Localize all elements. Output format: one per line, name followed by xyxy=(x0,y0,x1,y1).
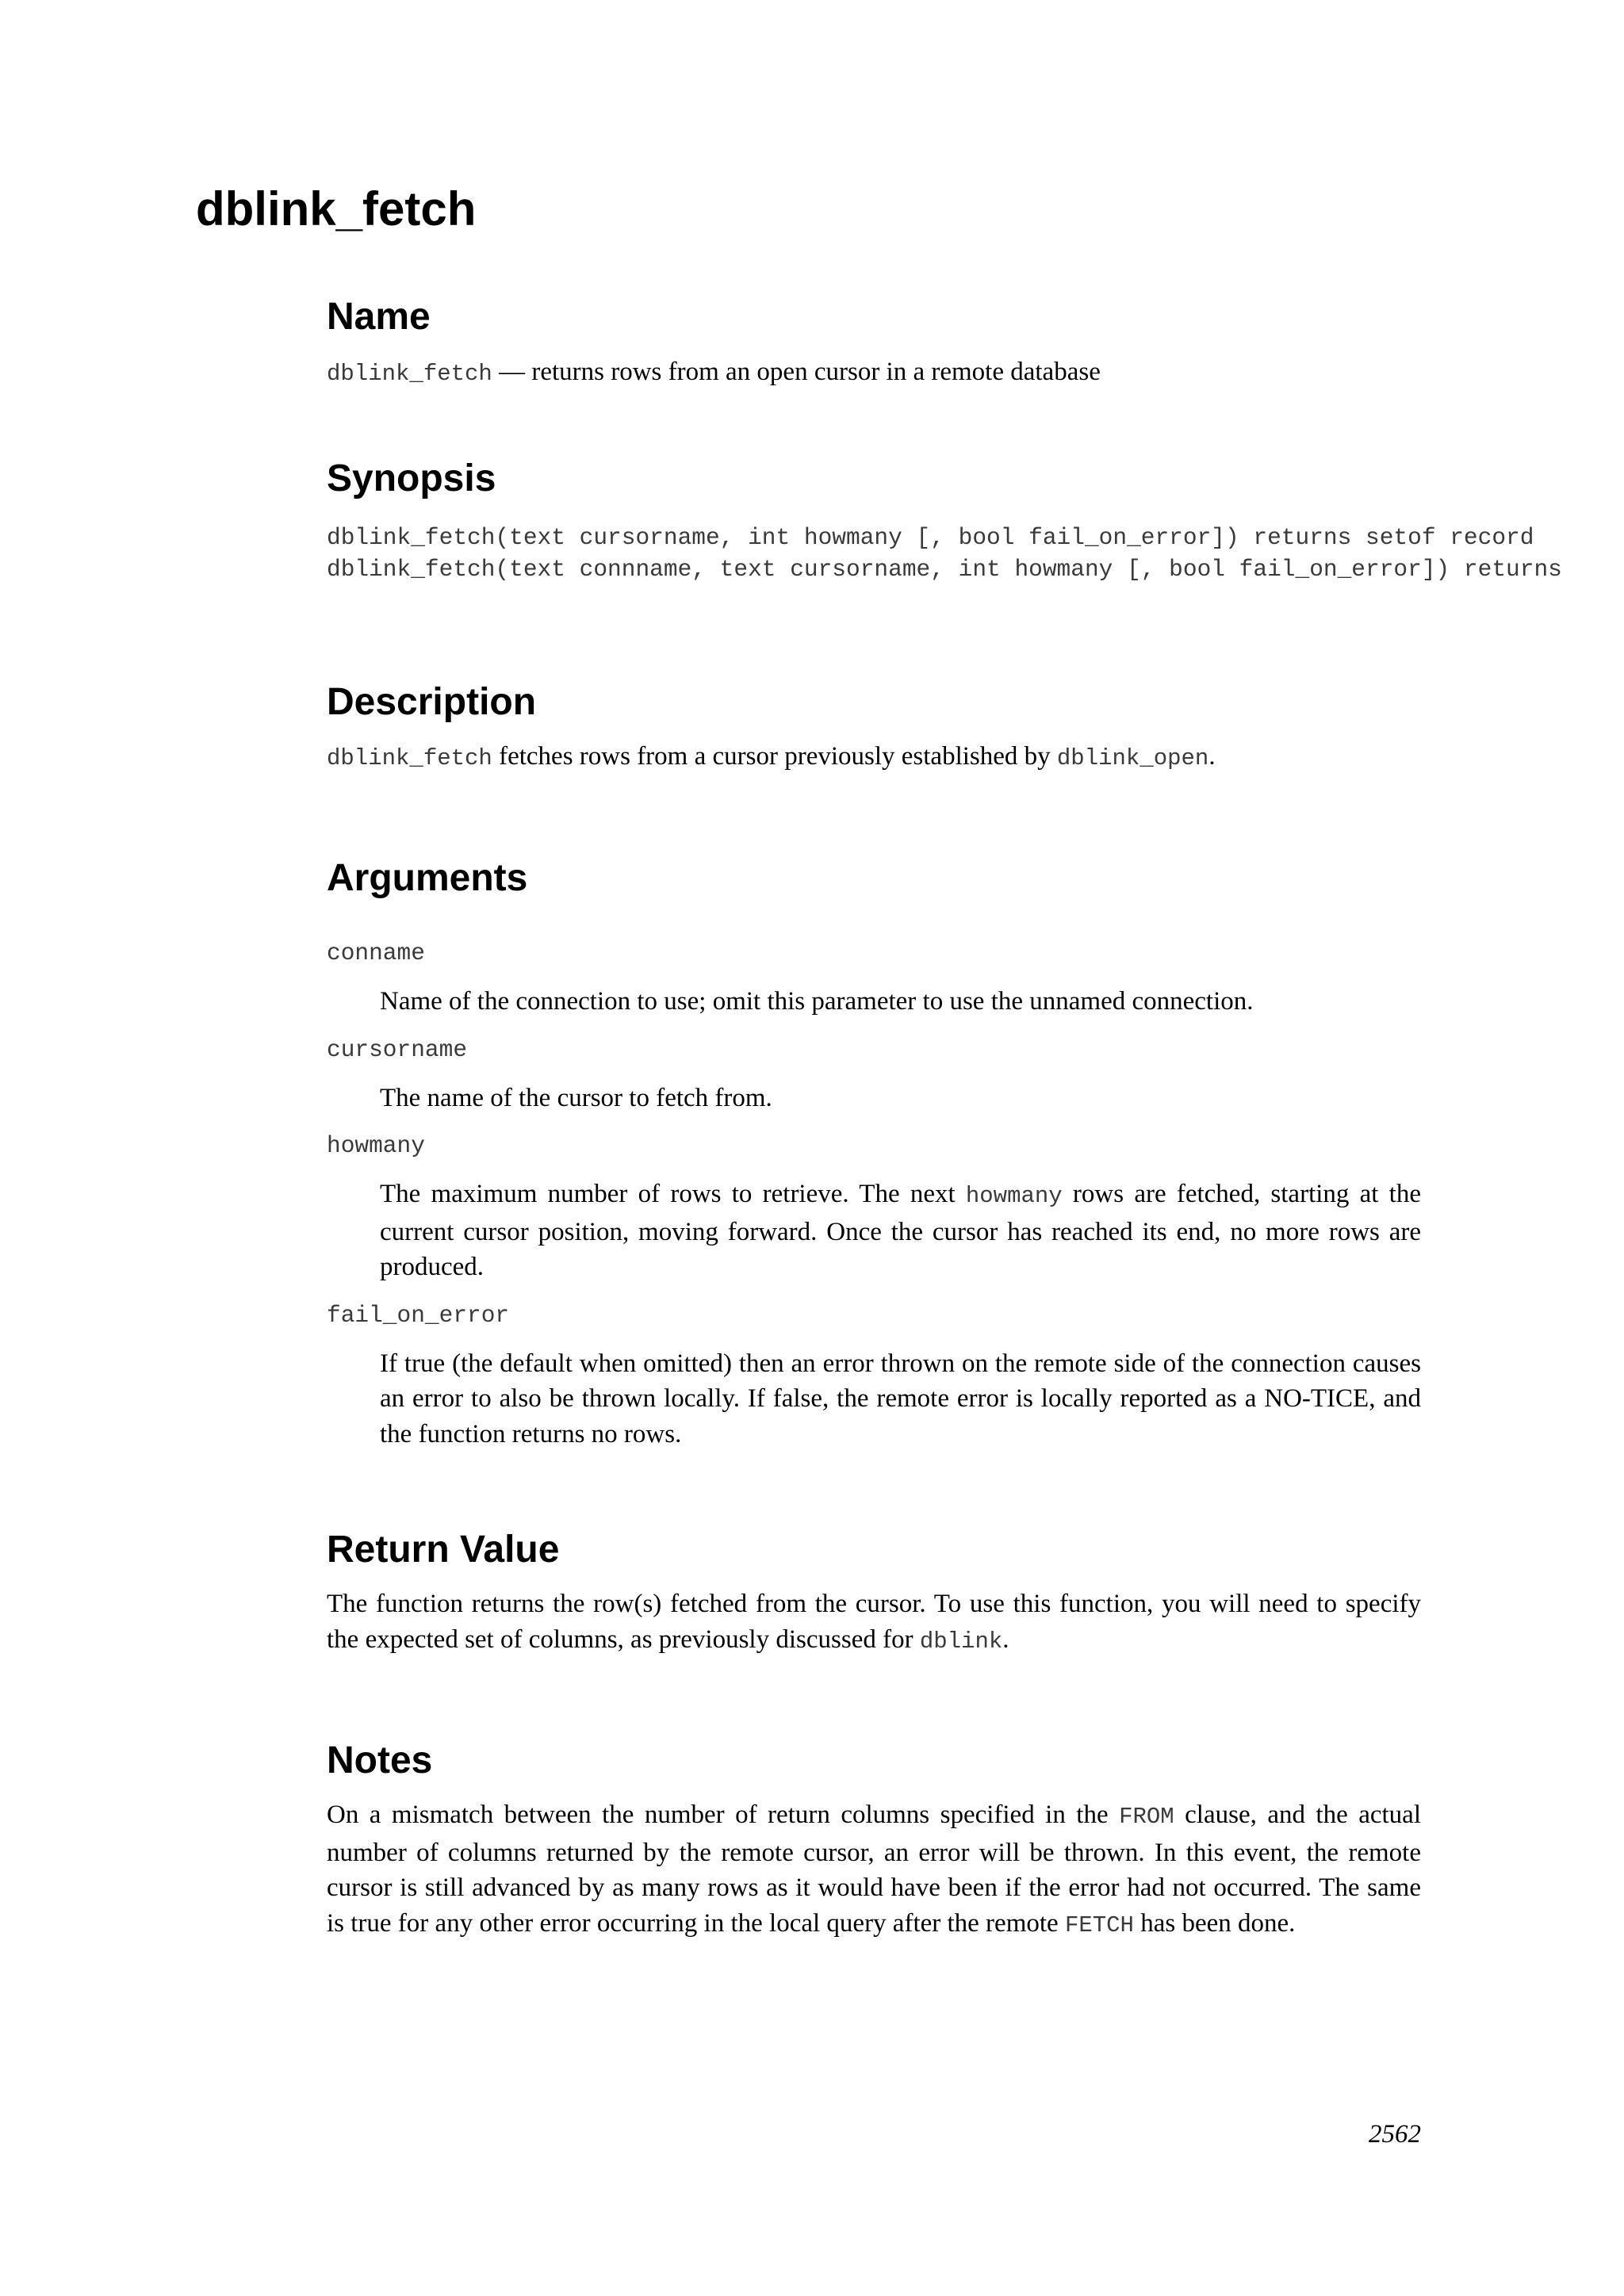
argument-item xyxy=(327,1299,1421,1452)
argument-definition: If true (the default when omitted) then an error thrown on the remote side of the connection causes an error to also be thrown locally. If false, the remote error is locally reported as a NO-TICE, and the function returns no rows. xyxy=(380,1349,1421,1448)
return-value-heading: Return Value xyxy=(327,1529,560,1571)
argument-code-howmany: howmany xyxy=(965,1183,1063,1209)
notes-paragraph xyxy=(327,1797,1421,1943)
synopsis-line: dblink_fetch(text cursorname, int howmany [, bool fail_on_error]) returns setof record xyxy=(327,524,1534,551)
argument-definition: The name of the cursor to fetch from. xyxy=(380,1083,772,1112)
arguments-section xyxy=(327,855,1421,1452)
synopsis-line: dblink_fetch(text connname, text cursorname, int howmany [, bool fail_on_error]) returns xyxy=(327,556,1562,583)
page-title: dblink_fetch xyxy=(196,182,477,235)
notes-section xyxy=(327,1737,1421,1943)
return-value-section xyxy=(327,1526,1421,1659)
description-code-function: dblink_fetch xyxy=(327,745,492,771)
synopsis-section xyxy=(327,455,1624,585)
synopsis-heading: Synopsis xyxy=(327,457,496,499)
argument-definition-text: rows are fetched, starting at the current cursor position, moving forward. Once the cursor has reached its end, no more rows are produced. xyxy=(380,1180,1422,1281)
description-paragraph xyxy=(327,739,1421,777)
argument-term: cursorname xyxy=(327,1035,468,1063)
name-paragraph xyxy=(327,354,1421,392)
description-text: fetches rows from a cursor previously established by xyxy=(492,742,1057,771)
argument-definition: Name of the connection to use; omit this parameter to use the unnamed connection. xyxy=(380,987,1254,1016)
argument-term: fail_on_error xyxy=(327,1301,510,1329)
notes-code-from: FROM xyxy=(1119,1804,1174,1830)
argument-item xyxy=(327,1034,1421,1116)
return-value-text: The function returns the row(s) fetched from the cursor. To use this function, you will need to specify the expected set of columns, as previously discussed for xyxy=(327,1590,1421,1654)
return-value-paragraph xyxy=(327,1586,1421,1659)
argument-list xyxy=(327,937,1421,1452)
name-section xyxy=(327,293,1421,392)
notes-text-end: has been done. xyxy=(1133,1908,1296,1938)
synopsis-block xyxy=(327,522,1624,585)
argument-item xyxy=(327,937,1421,1020)
function-summary: — returns rows from an open cursor in a remote database xyxy=(492,358,1101,386)
notes-heading: Notes xyxy=(327,1739,433,1781)
argument-definition xyxy=(380,1177,1421,1285)
function-name: dblink_fetch xyxy=(327,361,492,387)
page-number: 2562 xyxy=(1369,2120,1421,2149)
description-text-end: . xyxy=(1208,742,1216,771)
argument-item xyxy=(327,1130,1421,1285)
description-section xyxy=(327,679,1421,777)
description-code-open: dblink_open xyxy=(1056,745,1209,771)
arguments-heading: Arguments xyxy=(327,857,528,899)
notes-code-fetch: FETCH xyxy=(1064,1911,1134,1938)
return-value-text-end: . xyxy=(1002,1624,1009,1654)
description-heading: Description xyxy=(327,681,537,723)
return-value-code-dblink: dblink xyxy=(919,1628,1003,1655)
argument-term: conname xyxy=(327,939,425,966)
name-heading: Name xyxy=(327,296,431,338)
notes-text: clause, and the actual number of columns returned by the remote cursor, an error will be thrown. In this event, the remote cursor is still advanced by as many rows as it would have been if the error had not occurred. The same is true for any other error occurring in the local query after the remote xyxy=(327,1800,1421,1938)
notes-text: On a mismatch between the number of return columns specified in the xyxy=(327,1800,1120,1829)
argument-definition-text: The maximum number of rows to retrieve. The next xyxy=(380,1180,966,1208)
argument-term: howmany xyxy=(327,1132,425,1159)
